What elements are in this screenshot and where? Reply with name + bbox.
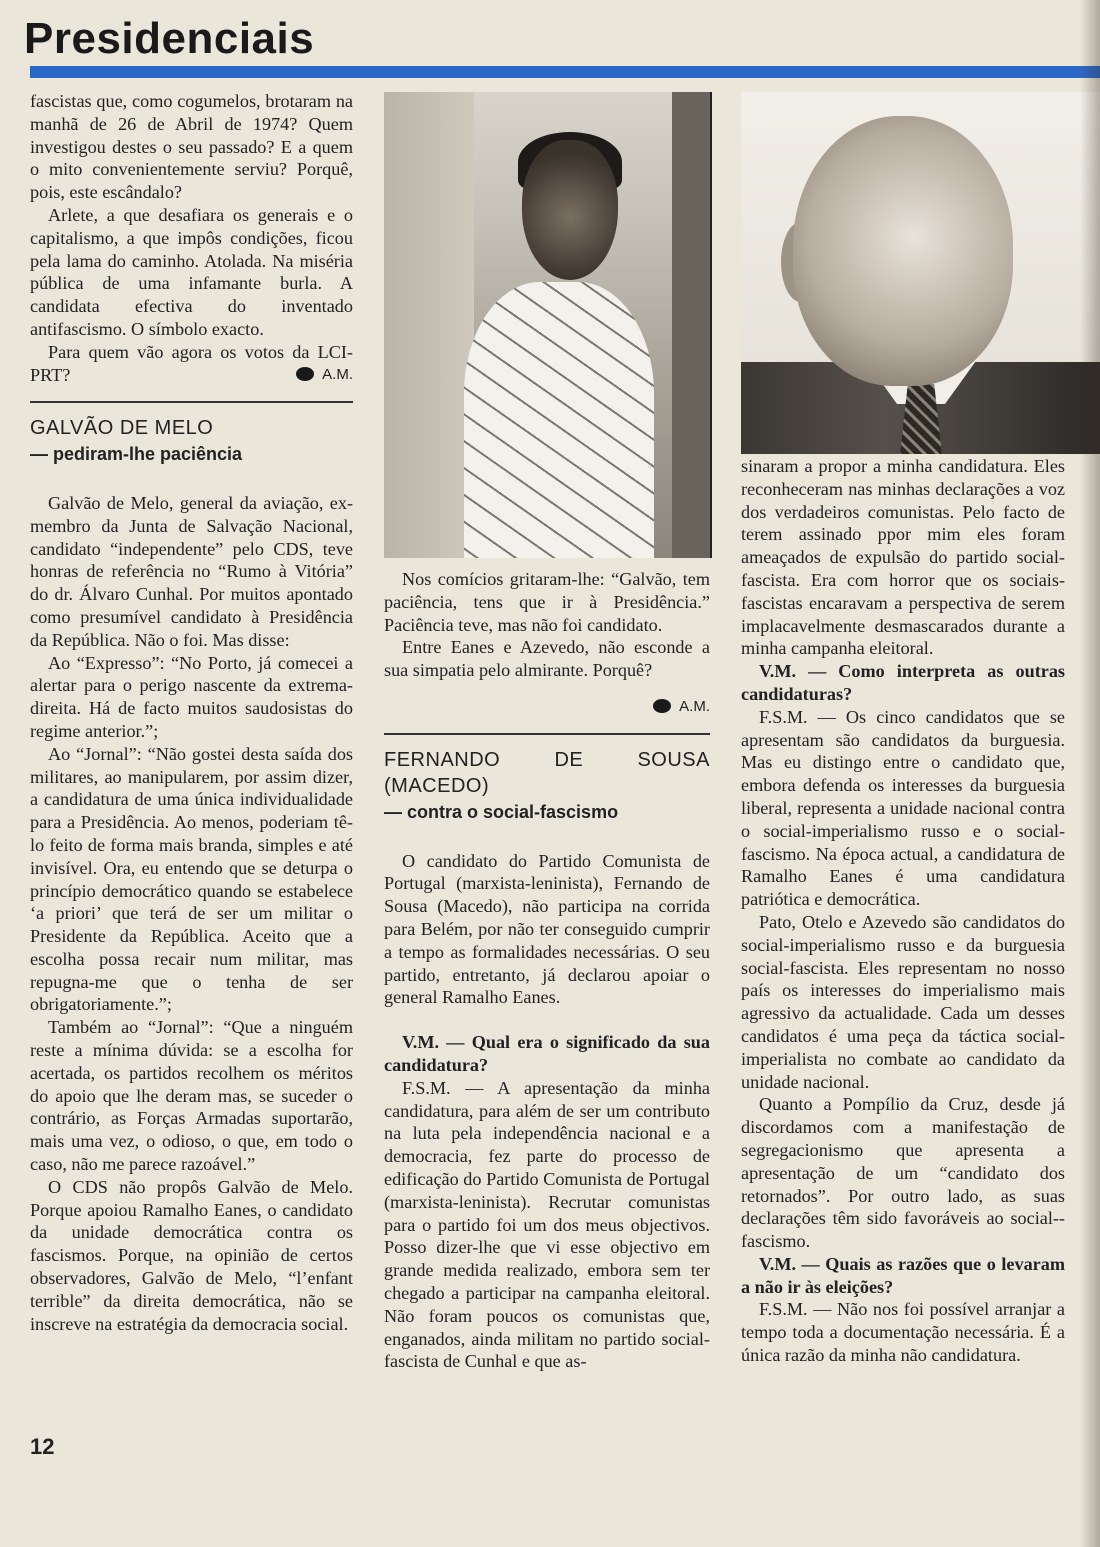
paragraph: Também ao “Jornal”: “Que a ninguém reste a mínima dúvida: se a escolha for acertada, os partidos recolhem os méritos do apoio que lhe deram mas, se suceder o contrário, as Forças Armadas suportarão, mais uma vez, o odioso, o que, em todo o caso, não me parece razoável.” <box>30 1017 353 1175</box>
paragraph: fascistas que, como cogumelos, brotaram na manhã de 26 de Abril de 1974? Quem investigou destes o seu passado? E a quem o mito convenientemente serviu? Porquê, pois, este escândalo? <box>30 91 353 203</box>
photo-background-door <box>672 92 712 558</box>
photo-head <box>522 140 618 280</box>
page-number: 12 <box>30 1434 55 1459</box>
paragraph: Arlete, a que desafiara os generais e o capitalismo, a que impôs condições, ficou pela lama do caminho. Atolada. Na miséria pública de uma infamante burla. A candidata efectiva do inventado antifascismo. O símbolo exacto. <box>30 204 353 339</box>
interview-answer: F.S.M. — Não nos foi possível arranjar a tempo toda a documentação necessária. É a única razão da minha não candidatura. <box>741 1299 1065 1366</box>
interview-question: V.M. — Qual era o significado da sua candidatura? <box>384 1032 710 1075</box>
photo-fernando-de-sousa <box>741 92 1100 454</box>
paragraph: Quanto a Pompílio da Cruz, desde já discordamos com a manifestação de segregacionismo que apresenta a apresentação de um “candidato dos retornados”. Por outro lado, as suas declarações têm sido favoráveis ao social--fascismo. <box>741 1094 1065 1252</box>
paragraph: Pato, Otelo e Azevedo são candidatos do social-imperialismo russo e da burguesia social-fascista. Eles representam no nosso país os interesses do imperialismo mais agressivo da actualidade. Cada um desses candidatos é uma peça da táctica social-imperialista no combate ao candidato da unidade nacional. <box>741 911 1065 1092</box>
photo-caption: Nos comícios gritaram-lhe: “Galvão, tem paciência, tens que ir à Presidência.” Paciência teve, mas não foi candidato. <box>384 569 710 635</box>
paragraph: Para quem vão agora os votos da LCI-PRT? <box>30 341 353 385</box>
column-3 <box>741 455 1065 1367</box>
paragraph: Galvão de Melo, general da aviação, ex-membro da Junta de Salvação Nacional, candidato “independente” pelo CDS, teve honras de referência no “Rumo à Vitória” do dr. Álvaro Cunhal. Por muitos apontado como presumível candidato à Presidência da República. Não o foi. Mas disse: <box>30 492 353 650</box>
interview-answer: F.S.M. — Os cinco candidatos que se apresentam são candidatos da burguesia. Mas eu distingo entre o candidato que, embora defenda os interesses da burguesia liberal, representa a unidade nacional contra o social-imperialismo russo e o social-fascismo. Na época actual, a candidatura de Ramalho Eanes é uma candidatura patriótica e democrática. <box>741 706 1065 910</box>
interview-question: V.M. — Como interpreta as outras candidaturas? <box>741 661 1065 704</box>
photo-galvao-de-melo <box>384 92 712 558</box>
paragraph: Ao “Jornal”: “Não gostei desta saída dos militares, ao manipularem, por assim dizer, a candidatura de uma única individualidade para a Presidência. Ao menos, poderiam tê-lo feito de forma mais branda, simples e até invisível. Ora, eu entendo que se deturpa o princípio democrático quando se estabelece ‘a priori’ que terá de ser um militar o Presidente da República. Aceito que a escolha possa recair num militar, mas repugna-me que o tenha de ser obrigatoriamente.”; <box>30 743 353 1015</box>
photo-face <box>793 116 1013 386</box>
author-signature <box>30 364 353 387</box>
bullet-icon <box>653 699 671 713</box>
photo-shirt <box>464 282 654 558</box>
photo-divider <box>710 92 712 558</box>
paragraph: Entre Eanes e Azevedo, não esconde a sua simpatia pelo almirante. Porquê? <box>384 637 710 681</box>
photo-background-wall <box>384 92 474 558</box>
section-heading: FERNANDO DE SOUSA (MACEDO) <box>384 748 710 797</box>
section-divider <box>30 401 353 403</box>
section-heading: GALVÃO DE MELO <box>30 417 214 440</box>
section-title: Presidenciais <box>24 14 315 63</box>
bullet-icon <box>296 367 314 381</box>
paragraph: O CDS não propôs Galvão de Melo. Porque apoiou Ramalho Eanes, o candidato da unidade democrática contra os fascismos. Porque, na opinião de certos observadores, Galvão de Melo, “l’enfant terrible” da direita democrática, não se inscreve na estratégia da democracia social. <box>30 1176 353 1334</box>
author-initials: A.M. <box>679 697 710 715</box>
column-2 <box>384 568 710 1373</box>
paragraph: Ao “Expresso”: “No Porto, já comecei a alertar para o perigo nascente da extrema-direita. Há de facto muitos saudosistas do regime anterior.”; <box>30 652 353 741</box>
author-signature <box>384 696 710 719</box>
section-subheading: — pediram-lhe paciência <box>30 444 243 465</box>
paragraph: sinaram a propor a minha candidatura. Eles reconheceram nas minhas declarações a voz dos verdadeiros comunistas. Pelo facto de terem assinado ppor mim eles foram ameaçados de expulsão do partido social-fascista. Era com horror que os sociais-fascistas encaravam a perspectiva de serem implacavelmente desmascarados durante a minha campanha eleitoral. <box>741 456 1065 659</box>
interview-question: V.M. — Quais as razões que o levaram a não ir às eleições? <box>741 1253 1065 1297</box>
section-divider <box>384 733 710 735</box>
binding-shadow <box>1080 0 1100 1547</box>
column-1 <box>30 90 353 1335</box>
header-bar <box>30 66 1100 78</box>
paragraph: O candidato do Partido Comunista de Portugal (marxista-leninista), Fernando de Sousa (Macedo), não participa na corrida para Belém, por não ter conseguido cumprir a tempo as formalidades necessárias. O seu partido, entretanto, já declarou apoiar o general Ramalho Eanes. <box>384 850 710 1008</box>
section-subheading: — contra o social-fascismo <box>384 801 619 822</box>
author-initials: A.M. <box>322 366 353 384</box>
interview-answer: F.S.M. — A apresentação da minha candidatura, para além de ser um contributo na luta pela independência nacional e a democracia, fez parte do processo de edificação do Partido Comunista de Portugal (marxista-leninista). Recrutar comunistas para o partido foi um dos meus objectivos. Posso dizer-lhe que vi esse objectivo em grande medida realizado, embora sem ter chegado a participar na campanha eleitoral. Não foram poucos os comunistas que, enganados, ainda militam no partido social-fascista de Cunhal e que as- <box>384 1077 710 1372</box>
